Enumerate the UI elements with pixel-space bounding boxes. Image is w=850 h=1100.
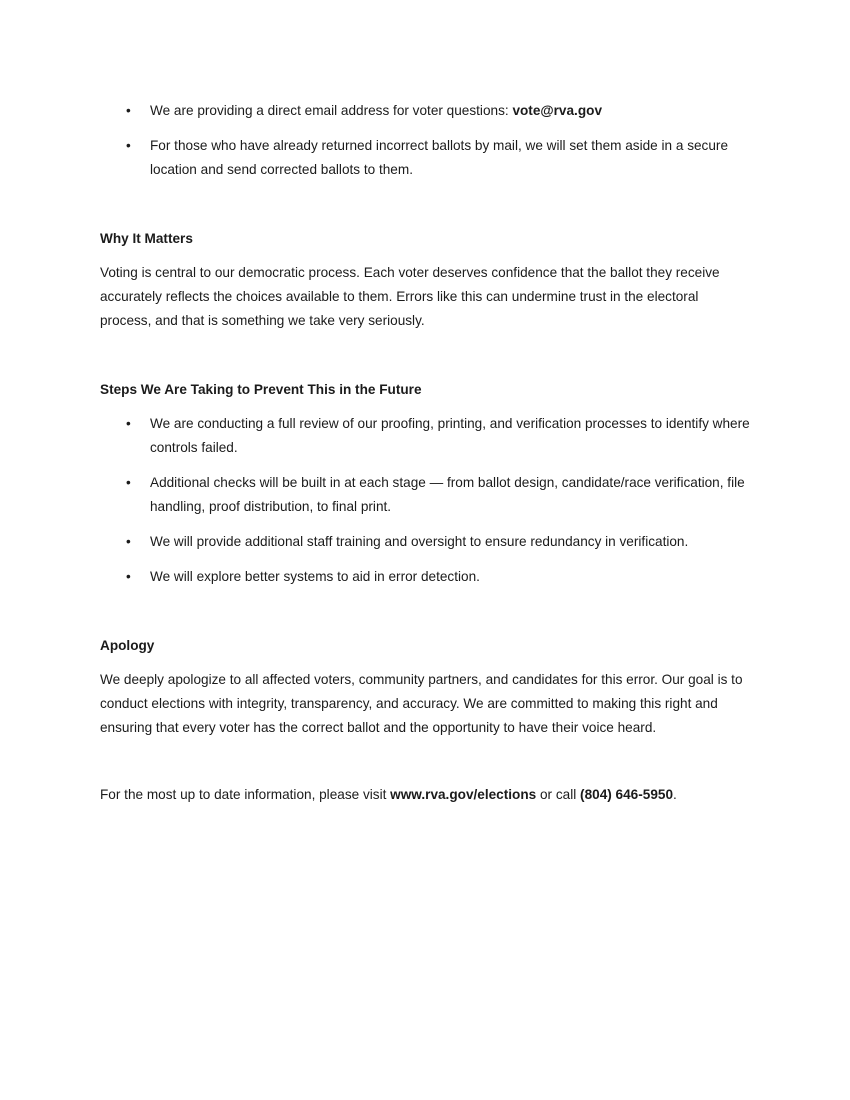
bullet-text: Additional checks will be built in at each stage — from ballot design, candidate/race verification, file handling, proof distribution, to final print. [150,475,745,514]
bullet-text: For those who have already returned incorrect ballots by mail, we will set them aside in a secure location and send corrected ballots to them. [150,138,729,177]
section-heading-apology: Apology [100,638,155,653]
list-item [100,99,750,123]
why-it-matters-paragraph: Voting is central to our democratic process. Each voter deserves confidence that the ballot they receive accurately reflects the choices available to them. Errors like this can undermine trust in the electoral process, and that is something we take very seriously. [100,265,720,328]
apology-paragraph: We deeply apologize to all affected voters, community partners, and candidates for this error. Our goal is to conduct elections with integrity, transparency, and accuracy. We are committed to making this right and ensuring that every voter has the correct ballot and the opportunity to have their voice heard. [100,672,743,735]
list-item [100,471,750,519]
footer-info-line [100,783,750,807]
list-item [100,412,750,460]
footer-text: . [673,787,677,802]
list-item [100,134,750,182]
bullet-text: We are conducting a full review of our proofing, printing, and verification processes to identify where controls failed. [150,416,750,455]
bullet-text: We will explore better systems to aid in error detection. [150,569,480,584]
section-heading-why-it-matters: Why It Matters [100,231,193,246]
section-heading-steps: Steps We Are Taking to Prevent This in the Future [100,382,422,397]
email-address: vote@rva.gov [512,103,602,118]
elections-website-url: www.rva.gov/elections [390,787,537,802]
steps-bullet-list [100,412,750,589]
footer-text: or call [536,787,581,802]
bullet-text: We are providing a direct email address for voter questions: [150,103,513,118]
list-item [100,530,750,554]
intro-bullet-list [100,99,750,182]
list-item [100,565,750,589]
phone-number: (804) 646-5950 [580,787,674,802]
footer-text: For the most up to date information, please visit [100,787,391,802]
bullet-text: We will provide additional staff training and oversight to ensure redundancy in verification. [150,534,689,549]
